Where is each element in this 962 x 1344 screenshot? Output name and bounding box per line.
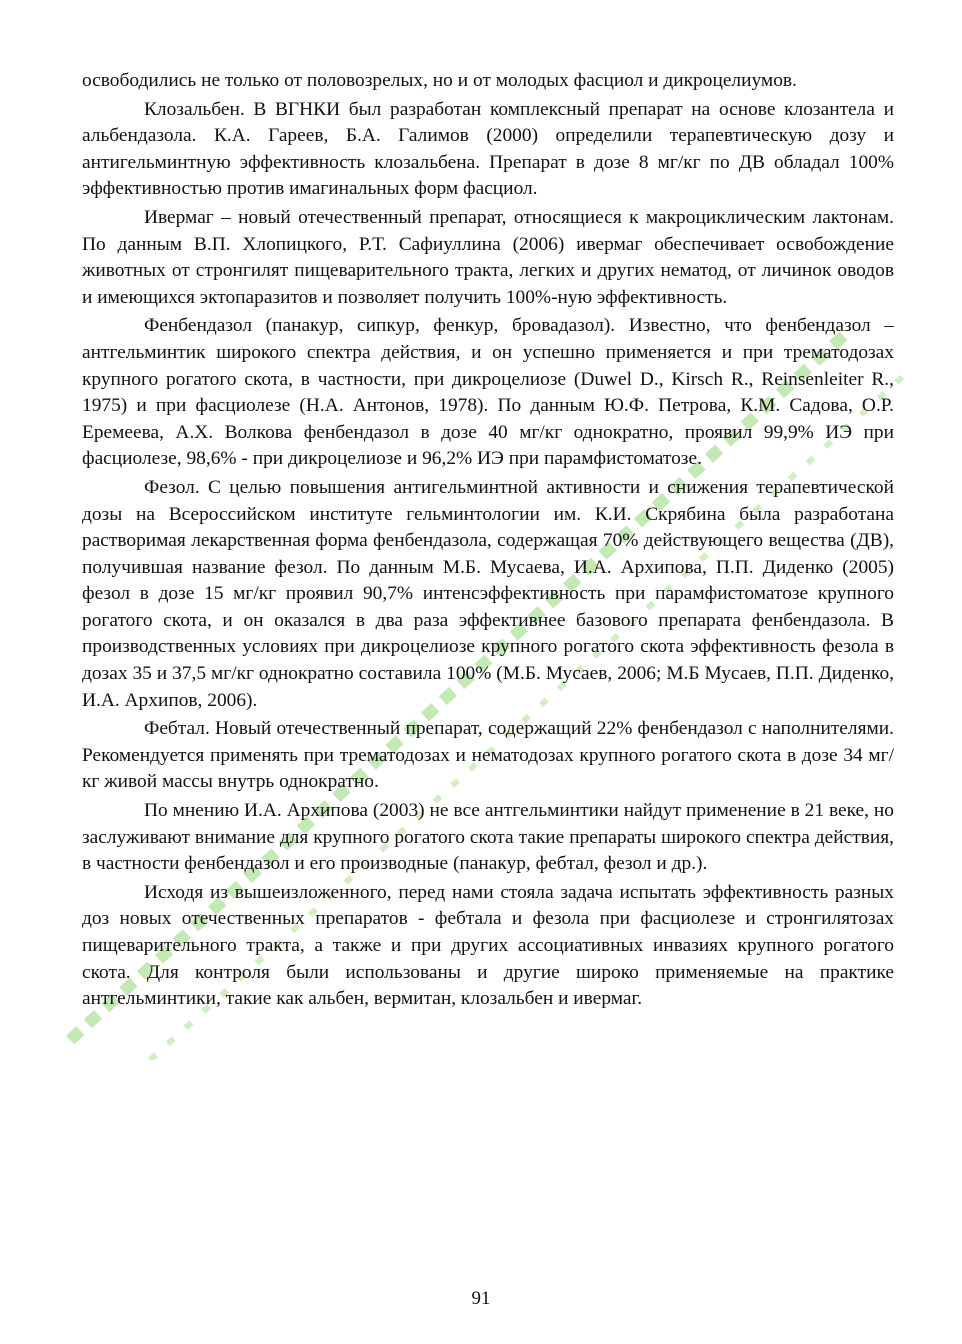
document-page <box>82 68 894 1013</box>
paragraph-fezol: Фезол. С целью повышения антигельминтной активности и снижения терапевтической дозы на Всероссийском институте гельминтологии им. К.И. Скрябина была разработана растворимая лекарственная форма фенбендазола, содержащая 70% действующего вещества (ДВ), получившая название фезол. По данным М.Б. Мусаева, И.А. Архипова, П.П. Диденко (2005) фезол в дозе 15 мг/кг проявил 90,7% интенсэффективность при парамфистоматозе крупного рогатого скота, и он оказался в два раза эффективнее базового препарата фенбендазола. В производственных условиях при дикроцелиозе крупного рогатого скота эффективность фезола в дозах 35 и 37,5 мг/кг однократно составила 100% (М.Б. Мусаев, 2006; М.Б Мусаев, П.П. Диденко, И.А. Архипов, 2006). <box>82 476 894 711</box>
paragraph-1: освободились не только от половозрелых, но и от молодых фасциол и дикроцелиумов. <box>82 70 797 91</box>
page-number: 91 <box>471 1288 491 1309</box>
paragraph-ivermag: Ивермаг – новый отечественный препарат, относящиеся к макроциклическим лактонам. По данным В.П. Хлопицкого, Р.Т. Сафиуллина (2006) ивермаг обеспечивает освобождение животных от стронгилят пищеварительного тракта, легких и других нематод, от личинок оводов и имеющихся эктопаразитов и позволяет получить 100%-ную эффективность. <box>82 206 894 308</box>
paragraph-febtal: Фебтал. Новый отечественный препарат, содержащий 22% фенбендазол с наполнителями. Рекомендуется применять при трематодозах и нематодозах крупного рогатого скота в дозе 34 мг/кг живой массы внутрь однократно. <box>82 718 894 793</box>
paragraph-objective: Исходя из вышеизложенного, перед нами стояла задача испытать эффективность разных доз новых отечественных препаратов - фебтала и фезола при фасциолезе и стронгилятозах пищеварительного тракта, а также и при других ассоциативных инвазиях крупного рогатого скота. Для контроля были использованы и другие широко применяемые на практике антгельминтики, такие как альбен, вермитан, клозальбен и ивермаг. <box>82 881 894 1010</box>
paragraph-fenbendazole: Фенбендазол (панакур, сипкур, фенкур, бровадазол). Известно, что фенбендазол – антгельминтик широкого спектра действия, и он успешно применяется и при трематодозах крупного рогатого скота, в частности, при дикроцелиозе (Duwel D., Kirsch R., Reinsenleiter R., 1975) и при фасциолезе (Н.А. Антонов, 1978). По данным Ю.Ф. Петрова, К.М. Садова, О.Р. Еремеева, А.Х. Волкова фенбендазол в дозе 40 мг/кг однократно, проявил 99,9% ИЭ при фасциолезе, 98,6% - при дикроцелиозе и 96,2% ИЭ при парамфистоматозе. <box>82 315 894 470</box>
paragraph-arkhipov: По мнению И.А. Архипова (2003) не все антгельминтики найдут применение в 21 веке, но заслуживают внимание для крупного рогатого скота такие препараты широкого спектра действия, в частности фенбендазол и его производные (панакур, фебтал, фезол и др.). <box>82 800 894 875</box>
paragraph-closalben: Клозальбен. В ВГНКИ был разработан комплексный препарат на основе клозантела и альбендазола. К.А. Гареев, Б.А. Галимов (2000) определили терапевтическую дозу и антигельминтную эффективность клозальбена. Препарат в дозе 8 мг/кг по ДВ обладал 100% эффективностью против имагинальных форм фасциол. <box>82 98 894 200</box>
